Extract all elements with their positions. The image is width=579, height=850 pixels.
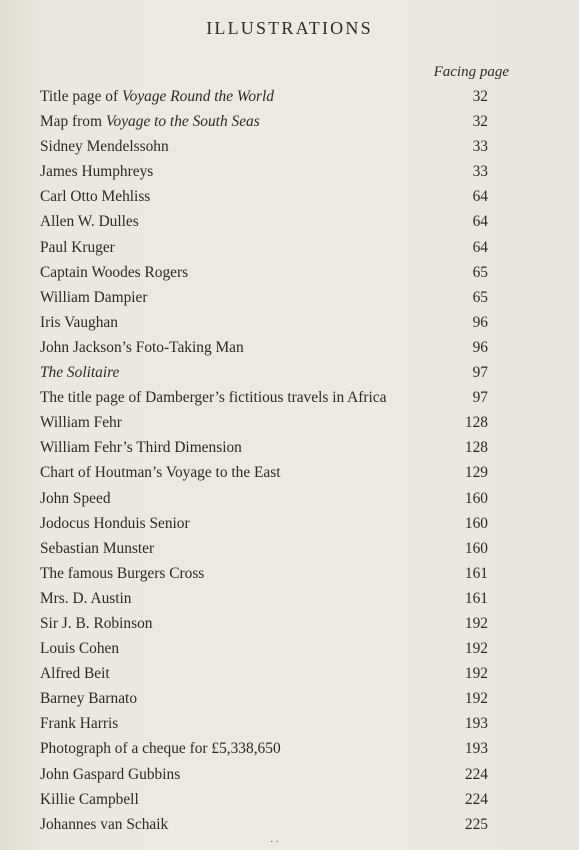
list-item: [40, 611, 488, 636]
list-item: [40, 335, 488, 360]
illustration-title: [40, 134, 169, 159]
facing-page-number: 97: [472, 389, 488, 407]
list-item: [40, 410, 488, 435]
facing-page-number: 96: [472, 338, 488, 356]
facing-page-number: 32: [472, 88, 488, 105]
illustration-title: [40, 736, 281, 761]
illustration-title-text: Johannes van Schaik: [40, 815, 169, 833]
list-item: [40, 711, 488, 736]
illustration-title: [40, 787, 139, 812]
facing-page-number: 160: [464, 539, 488, 557]
illustration-title: [40, 711, 118, 736]
page-heading: ILLUSTRATIONS: [206, 18, 373, 38]
facing-page-number: 224: [464, 790, 488, 808]
illustration-title: [40, 335, 244, 360]
facing-page-number: 97: [472, 364, 488, 382]
facing-page-number: 65: [472, 288, 488, 306]
facing-page-number: 225: [464, 815, 488, 833]
illustration-title-text: Mrs. D. Austin: [40, 589, 132, 607]
illustration-title: [40, 310, 118, 335]
illustration-title-text: John Gaspard Gubbins: [40, 765, 181, 783]
facing-page-number: 161: [464, 564, 488, 582]
illustration-title-text: Paul Kruger: [40, 238, 115, 256]
list-item: [40, 536, 488, 561]
illustration-title-text: John Speed: [40, 489, 111, 507]
illustration-title: [40, 184, 150, 209]
illustration-title: [40, 636, 119, 661]
facing-page-number: 192: [464, 690, 488, 708]
list-item: [40, 460, 488, 485]
facing-page-number: 33: [472, 138, 488, 156]
bottom-mark: ··: [270, 837, 281, 848]
illustration-title: [40, 209, 139, 234]
list-item: [40, 812, 488, 837]
list-item: [40, 586, 488, 611]
illustration-title-text: Title page of: [40, 88, 122, 105]
illustration-title-text: Sebastian Munster: [40, 539, 155, 557]
facing-page-number: 96: [472, 313, 488, 331]
illustration-title-italic: The Solitaire: [40, 364, 120, 382]
illustration-title-text: William Fehr’s Third Dimension: [40, 439, 242, 457]
illustration-title-text: Chart of Houtman’s Voyage to the East: [40, 464, 281, 482]
illustration-title-text: Jodocus Honduis Senior: [40, 514, 190, 532]
illustration-title-text: Map from: [40, 113, 106, 131]
list-item: [40, 435, 488, 460]
illustration-title-text: John Jackson’s Foto-Taking Man: [40, 338, 244, 356]
illustration-title: [40, 611, 152, 636]
facing-page-number: 192: [464, 614, 488, 632]
facing-page-number: 64: [472, 188, 488, 206]
illustration-title: [40, 84, 274, 109]
illustration-title: [40, 536, 154, 561]
illustration-title-italic: Voyage Round the World: [121, 88, 274, 105]
facing-page-number: 128: [464, 414, 488, 432]
list-item: [40, 636, 488, 661]
facing-page-number: 32: [472, 113, 488, 131]
illustration-title-text: Killie Campbell: [40, 790, 139, 808]
illustration-title: [40, 812, 168, 837]
illustration-title: [40, 661, 110, 686]
facing-page-number: 129: [464, 464, 488, 482]
illustration-title-text: Photograph of a cheque for £5,338,650: [40, 740, 281, 758]
illustration-title-text: Captain Woodes Rogers: [40, 263, 189, 281]
list-item: [40, 686, 488, 711]
illustration-title: [40, 435, 242, 460]
illustration-title: [40, 460, 281, 485]
facing-page-number: 128: [464, 439, 488, 457]
illustration-title: [40, 260, 188, 285]
illustrations-list: [40, 84, 488, 837]
list-item: [40, 84, 488, 109]
list-item: [40, 762, 488, 787]
facing-page-number: 160: [464, 514, 488, 532]
illustration-title-italic: Voyage to the South Seas: [105, 113, 260, 131]
illustration-title-text: James Humphreys: [40, 163, 154, 181]
facing-page-number: 64: [472, 213, 488, 231]
illustration-title-text: Carl Otto Mehliss: [40, 188, 151, 206]
facing-page-number: 64: [472, 238, 488, 256]
list-item: [40, 385, 488, 410]
list-item: [40, 209, 488, 234]
illustration-title: [40, 385, 386, 410]
facing-page-number: 33: [472, 163, 488, 181]
list-item: [40, 511, 488, 536]
illustration-title-text: Alfred Beit: [40, 665, 110, 683]
facing-page-number: 192: [464, 640, 488, 658]
illustration-title-text: The famous Burgers Cross: [40, 564, 205, 582]
facing-page-number: 160: [464, 489, 488, 507]
facing-page-column-header: Facing page: [433, 64, 509, 80]
illustration-title-text: Allen W. Dulles: [40, 213, 139, 231]
list-item: [40, 787, 488, 812]
list-item: [40, 109, 488, 134]
facing-page-number: 161: [464, 589, 488, 607]
illustration-title-text: Iris Vaughan: [40, 313, 118, 331]
illustration-title: [40, 109, 260, 134]
list-item: [40, 235, 488, 260]
illustration-title: [40, 360, 119, 385]
facing-page-number: 65: [472, 263, 488, 281]
illustration-title: [40, 762, 180, 787]
illustration-title-text: Frank Harris: [40, 715, 119, 733]
list-item: [40, 159, 488, 184]
facing-page-number: 193: [464, 715, 488, 733]
illustration-title: [40, 235, 115, 260]
illustration-title: [40, 486, 111, 511]
list-item: [40, 736, 488, 761]
list-item: [40, 184, 488, 209]
list-item: [40, 285, 488, 310]
list-item: [40, 310, 488, 335]
illustration-title-text: William Dampier: [40, 288, 148, 306]
illustration-title-text: William Fehr: [40, 414, 122, 432]
list-item: [40, 260, 488, 285]
list-item: [40, 561, 488, 586]
list-item: [40, 134, 488, 159]
list-item: [40, 661, 488, 686]
list-item: [40, 360, 488, 385]
illustration-title-text: Louis Cohen: [40, 640, 120, 658]
facing-page-number: 224: [464, 765, 488, 783]
facing-page-number: 193: [464, 740, 488, 758]
illustration-title-text: Barney Barnato: [40, 690, 138, 708]
illustration-title-text: Sir J. B. Robinson: [40, 614, 153, 632]
illustration-title-text: The title page of Damberger’s fictitious travels in Africa: [40, 389, 387, 407]
illustration-title: [40, 159, 153, 184]
illustration-title: [40, 686, 137, 711]
illustration-title: [40, 285, 148, 310]
facing-page-number: 192: [464, 665, 488, 683]
illustration-title: [40, 511, 190, 536]
list-item: [40, 486, 488, 511]
illustration-title: [40, 561, 204, 586]
illustration-title: [40, 586, 132, 611]
illustration-title-text: Sidney Mendelssohn: [40, 138, 169, 156]
illustration-title: [40, 410, 122, 435]
